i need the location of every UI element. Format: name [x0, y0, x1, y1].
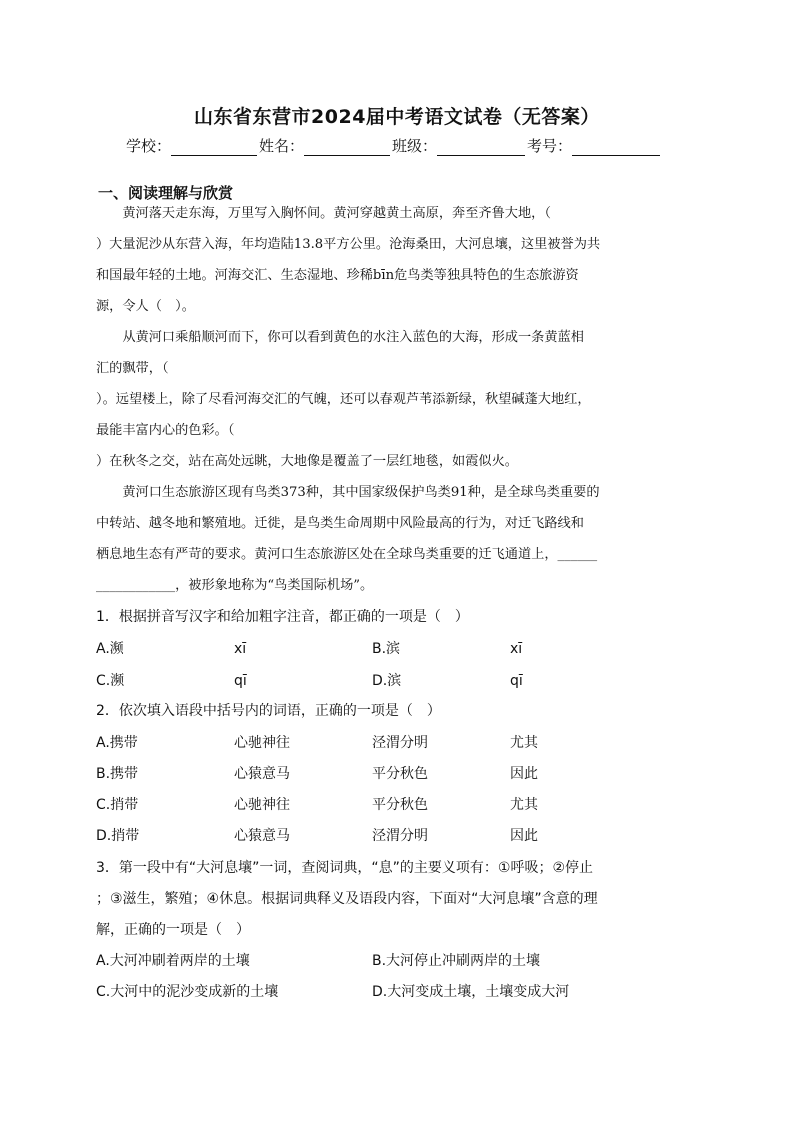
option-word: 平分秋色 — [372, 766, 428, 782]
passage-line: ）大量泥沙从东营入海，年均造陆13.8平方公里。沧海桑田，大河息壤，这里被誉为共 — [96, 237, 601, 252]
passage-line: 黄河口生态旅游区现有鸟类373种，其中国家级保护鸟类91种，是全球鸟类重要的 — [96, 485, 600, 500]
option-label: A.携带 — [96, 735, 138, 751]
question-2-stem: 2．依次填入语段中括号内的词语，正确的一项是（ ） — [96, 703, 441, 719]
passage-line: ____________，被形象地称为“鸟类国际机场”。 — [96, 578, 374, 593]
option-c-pinyin: qī — [234, 673, 247, 689]
passage-line: 汇的飘带，（ — [96, 361, 169, 376]
name-label: 姓名： — [259, 137, 305, 155]
question-3-stem — [96, 853, 700, 946]
page-title: 山东省东营市2024届中考语文试卷（无答案） — [194, 106, 600, 128]
option-c[interactable]: C.大河中的泥沙变成新的土壤 — [96, 984, 279, 1000]
question-2-option-c[interactable] — [96, 790, 700, 821]
option-a[interactable]: A.大河冲刷着两岸的土壤 — [96, 953, 250, 969]
section-heading: 一、阅读理解与欣赏 — [98, 184, 234, 202]
option-word: 泾渭分明 — [372, 828, 428, 844]
option-label: D.捎带 — [96, 828, 140, 844]
passage-line: 和国最年轻的土地。河海交汇、生态湿地、珍稀bīn危鸟类等独具特色的生态旅游资 — [96, 268, 579, 283]
passage-line: 黄河落天走东海，万里写入胸怀间。黄河穿越黄土高原，奔至齐鲁大地，（ — [96, 206, 551, 221]
student-info-line — [126, 135, 662, 156]
question-2-option-a[interactable] — [96, 728, 700, 759]
question-3-options-row — [96, 977, 700, 1008]
reading-passage — [96, 198, 700, 601]
option-word: 因此 — [510, 828, 538, 844]
number-label: 考号： — [527, 137, 573, 155]
option-word: 心猿意马 — [234, 828, 290, 844]
school-field[interactable] — [171, 139, 257, 156]
option-b[interactable]: B.滨 — [372, 641, 401, 657]
option-b[interactable]: B.大河停止冲刷两岸的土壤 — [372, 953, 541, 969]
name-field[interactable] — [304, 139, 390, 156]
option-word: 心猿意马 — [234, 766, 290, 782]
question-1-options-row — [96, 666, 700, 697]
question-3-options-row — [96, 946, 700, 977]
option-word: 尤其 — [510, 735, 538, 751]
option-word: 尤其 — [510, 797, 538, 813]
passage-line: 最能丰富内心的色彩。（ — [96, 423, 235, 438]
class-label: 班级： — [392, 137, 438, 155]
option-c[interactable]: C.濒 — [96, 673, 125, 689]
option-word: 心驰神往 — [234, 735, 290, 751]
option-word: 泾渭分明 — [372, 735, 428, 751]
passage-line: 中转站、越冬地和繁殖地。迁徙，是鸟类生命周期中风险最高的行为，对迁飞路线和 — [96, 516, 584, 531]
passage-line: 栖息地生态有严苛的要求。黄河口生态旅游区处在全球鸟类重要的迁飞通道上，______ — [96, 547, 598, 562]
question-3-stem-line: ；③滋生，繁殖；④休息。根据词典释义及语段内容，下面对“大河息壤”含意的理 — [96, 891, 598, 907]
school-label: 学校： — [126, 137, 172, 155]
option-d-pinyin: qī — [510, 673, 523, 689]
option-label: C.捎带 — [96, 797, 139, 813]
question-2-option-b[interactable] — [96, 759, 700, 790]
passage-line: 从黄河口乘船顺河而下，你可以看到黄色的水注入蓝色的大海，形成一条黄蓝相 — [96, 330, 584, 345]
option-b-pinyin: xī — [510, 641, 523, 657]
option-word: 心驰神往 — [234, 797, 290, 813]
question-2-option-d[interactable] — [96, 821, 700, 852]
question-3-stem-line: 3．第一段中有“大河息壤”一词，查阅词典，“息”的主要义项有：①呼吸；②停止 — [96, 860, 594, 876]
option-a[interactable]: A.濒 — [96, 641, 124, 657]
option-word: 平分秋色 — [372, 797, 428, 813]
option-word: 因此 — [510, 766, 538, 782]
passage-line: ）在秋冬之交，站在高处远眺，大地像是覆盖了一层红地毯，如霞似火。 — [96, 454, 518, 469]
number-field[interactable] — [572, 139, 660, 156]
option-label: B.携带 — [96, 766, 139, 782]
passage-line: 源，令人（ ）。 — [96, 299, 195, 314]
option-a-pinyin: xī — [234, 641, 247, 657]
option-d[interactable]: D.滨 — [372, 673, 402, 689]
passage-line: ）。远望楼上，除了尽看河海交汇的气魄，还可以春观芦苇添新绿，秋望碱蓬大地红， — [96, 392, 591, 407]
question-1-options-row — [96, 634, 700, 665]
question-1-stem: 1．根据拼音写汉字和给加粗字注音，都正确的一项是（ ） — [96, 609, 469, 625]
class-field[interactable] — [437, 139, 525, 156]
question-3-stem-line: 解，正确的一项是（ ） — [96, 922, 250, 938]
option-d[interactable]: D.大河变成土壤，土壤变成大河 — [372, 984, 570, 1000]
